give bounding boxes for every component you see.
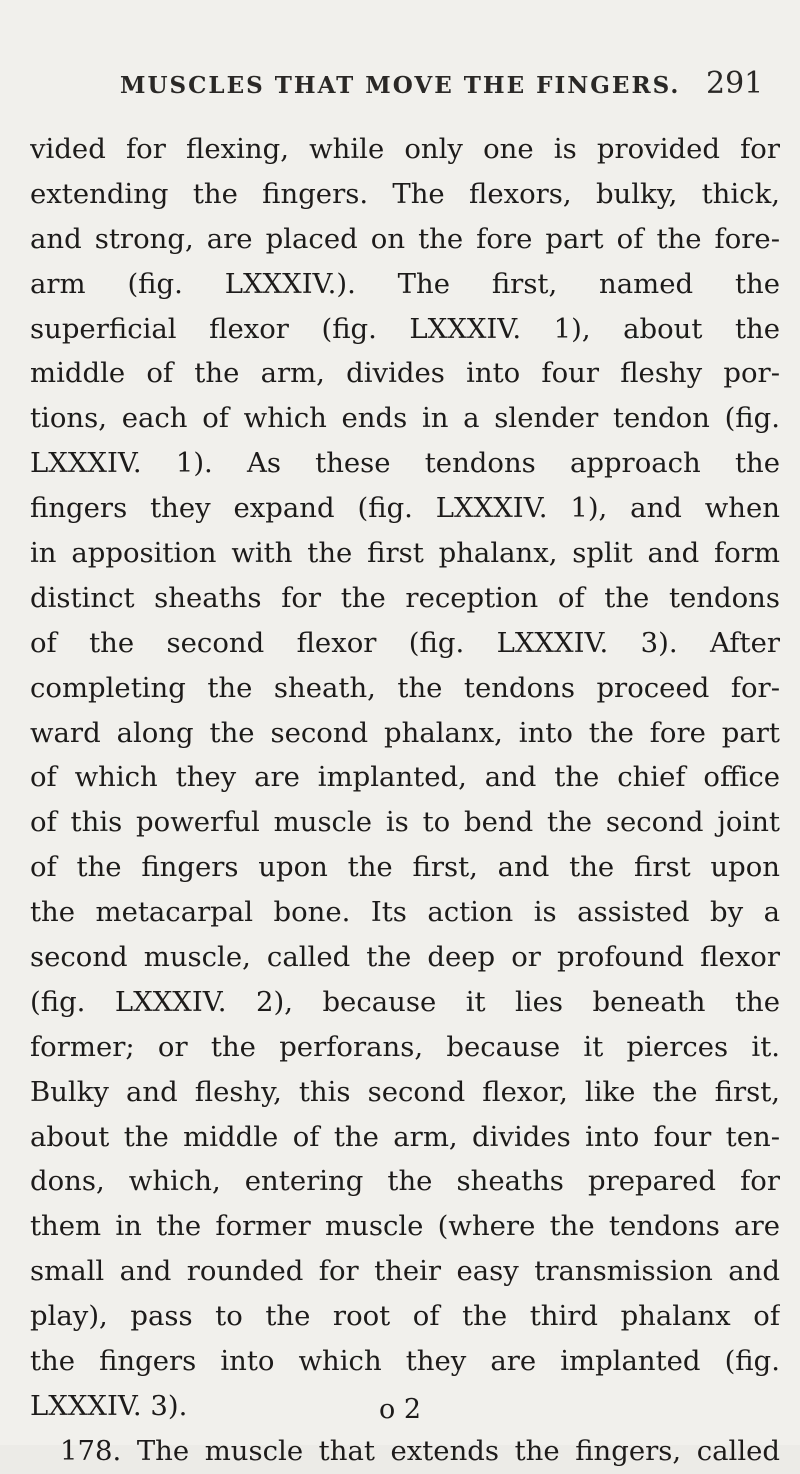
text-line: (fig. LXXXIV. 2), because it lies beneath the (30, 985, 780, 1018)
page-number: 291 (706, 66, 764, 101)
body-text (30, 127, 780, 1474)
text-line: the metacarpal bone. Its action is assisted by a (30, 896, 780, 929)
text-line: small and rounded for their easy transmission and (30, 1255, 780, 1288)
text-line: second muscle, called the deep or profound flexor (30, 941, 780, 974)
text-line: ward along the second phalanx, into the fore part (30, 716, 780, 749)
text-line-paragraph-end: LXXXIV. 3). (30, 1389, 188, 1422)
text-line: play), pass to the root of the third phalanx of (30, 1300, 780, 1333)
text-line: tions, each of which ends in a slender tendon (fig. (30, 402, 780, 435)
text-line: superficial flexor (fig. LXXXIV. 1), about the (30, 312, 780, 345)
text-line: them in the former muscle (where the tendons are (30, 1210, 780, 1243)
text-line: fingers they expand (fig. LXXXIV. 1), and when (30, 492, 780, 525)
text-line-section-start: 178. The muscle that extends the fingers, called (60, 1434, 780, 1467)
text-line: the fingers into which they are implanted (fig. (30, 1345, 780, 1378)
text-line: of this powerful muscle is to bend the second joint (30, 806, 780, 839)
text-line: LXXXIV. 1). As these tendons approach the (30, 447, 780, 480)
text-line: of which they are implanted, and the chief office (30, 761, 780, 794)
text-line: of the second flexor (fig. LXXXIV. 3). After (30, 626, 780, 659)
text-line: former; or the perforans, because it pierces it. (30, 1030, 780, 1063)
running-title: MUSCLES THAT MOVE THE FINGERS. (120, 72, 681, 99)
text-line: of the fingers upon the first, and the first upon (30, 851, 780, 884)
text-line: vided for flexing, while only one is provided for (30, 133, 780, 165)
text-line: in apposition with the first phalanx, split and form (30, 537, 780, 570)
text-line: completing the sheath, the tendons proceed for- (30, 671, 780, 704)
text-line: distinct sheaths for the reception of the tendons (30, 581, 780, 614)
text-line: arm (fig. LXXXIV.). The first, named the (30, 267, 780, 300)
text-line: dons, which, entering the sheaths prepared for (30, 1165, 780, 1198)
text-line: and strong, are placed on the fore part of the fore- (30, 222, 780, 255)
text-line: extending the fingers. The flexors, bulky, thick, (30, 177, 780, 210)
text-line: about the middle of the arm, divides into four ten- (30, 1120, 780, 1153)
signature-mark: o 2 (378, 1394, 422, 1425)
text-line: middle of the arm, divides into four fleshy por- (30, 357, 780, 390)
text-line: Bulky and fleshy, this second flexor, like the first, (30, 1075, 780, 1108)
